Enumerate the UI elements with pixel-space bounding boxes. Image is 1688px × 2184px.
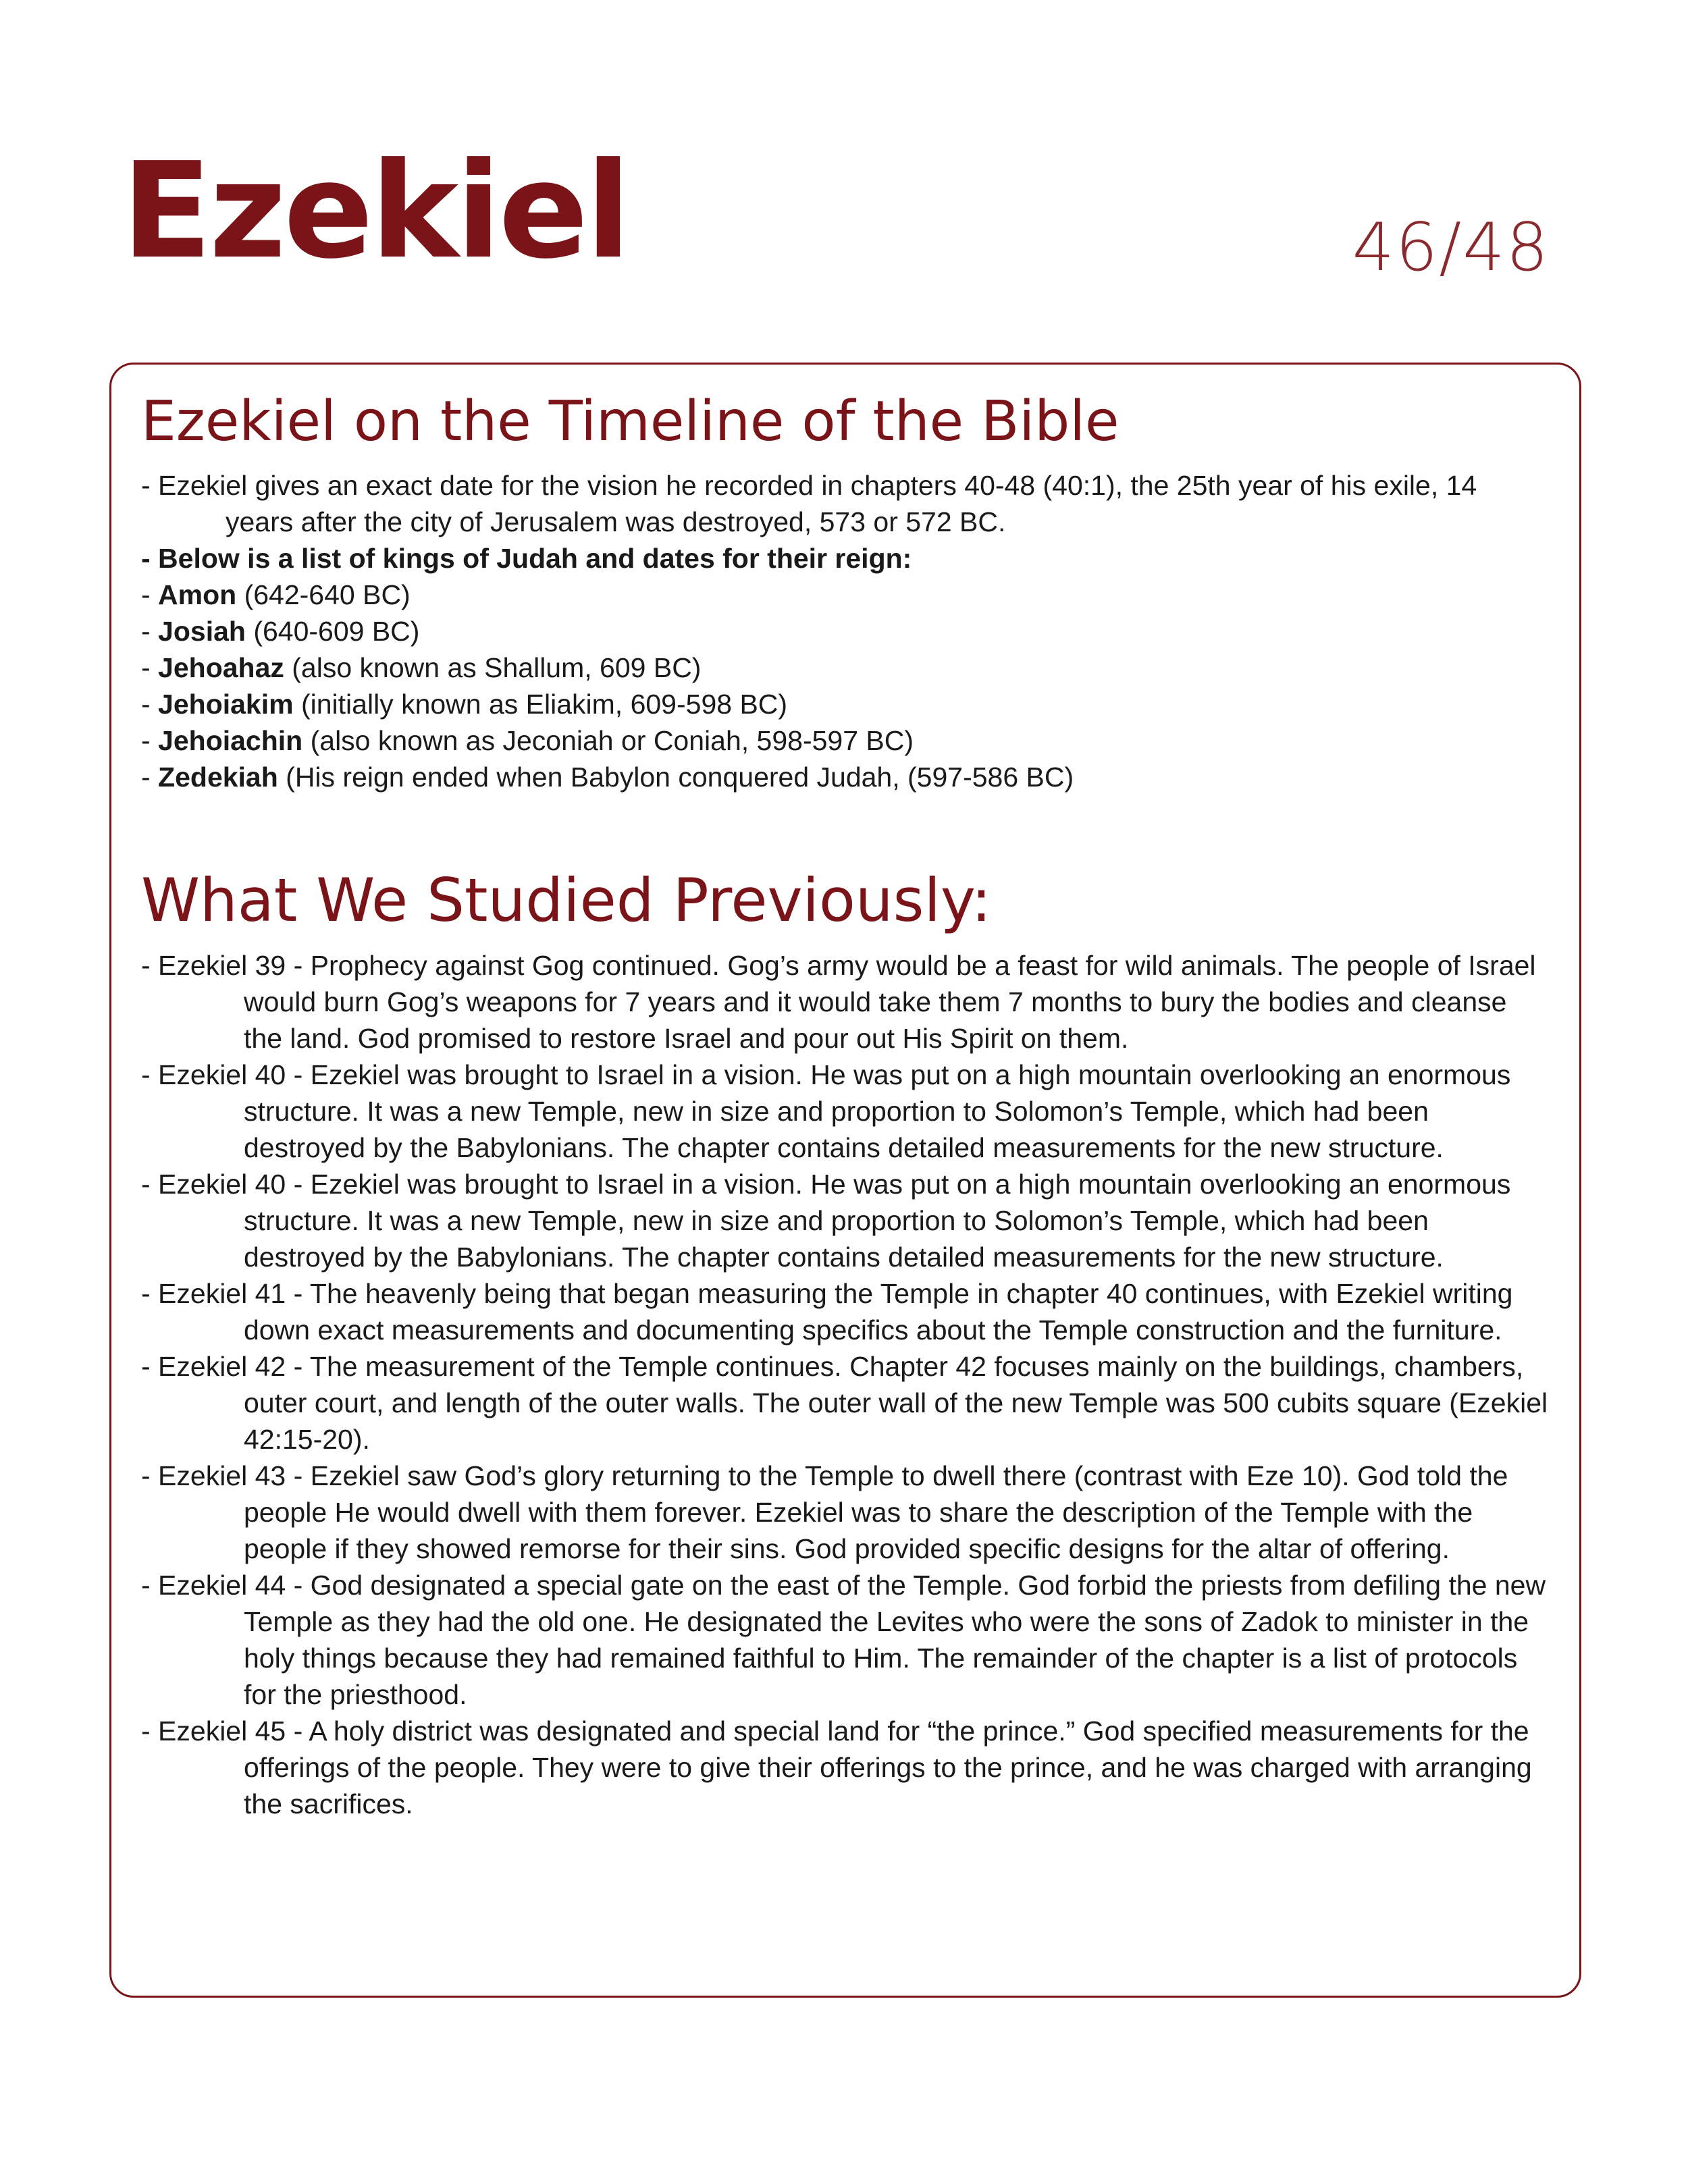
king-detail: (His reign ended when Babylon conquered Judah, (597-586 BC) [278,762,1074,793]
list-item: - Ezekiel 40 - Ezekiel was brought to Israel in a vision. He was put on a high mountain overlooking an enormous structure. It was a new Temple, new in size and proportion to Solomon’s Temple, which had been destroyed by the Babylonians. The chapter contains detailed measurements for the new structure. [141,1168,1511,1273]
king-detail: (also known as Shallum, 609 BC) [284,652,702,684]
page-title: Ezekiel [122,134,629,288]
previous-list [141,947,1551,1822]
king-name: Amon [158,579,237,611]
king-item [141,759,1551,795]
list-item: - Ezekiel 43 - Ezekiel saw God’s glory returning to the Temple to dwell there (contrast with Eze 10). God told the people He would dwell with them forever. Ezekiel was to share the description of the Temple with the people if they showed remorse for their sins. God provided specific designs for the altar of offering. [141,1460,1508,1564]
previous-heading: What We Studied Previously: [141,865,992,936]
list-item: - Ezekiel 44 - God designated a special gate on the east of the Temple. God forbid the priests from defiling the new Temple as they had the old one. He designated the Levites who were the sons of Zadok to minister in the holy things because they had remained faithful to Him. The remainder of the chapter is a list of protocols for the priesthood. [141,1569,1546,1710]
king-detail: (also known as Jeconiah or Coniah, 598-597 BC) [302,725,914,757]
timeline-note: - Ezekiel gives an exact date for the vision he recorded in chapters 40-48 (40:1), the 25th year of his exile, 14 years after the city of Jerusalem was destroyed, 573 or 572 BC. [141,470,1477,538]
list-item: - Ezekiel 40 - Ezekiel was brought to Israel in a vision. He was put on a high mountain overlooking an enormous structure. It was a new Temple, new in size and proportion to Solomon’s Temple, which had been destroyed by the Babylonians. The chapter contains detailed measurements for the new structure. [141,1059,1511,1163]
king-name: Jehoiachin [158,725,303,757]
king-prefix: - [141,689,159,720]
king-item [141,649,1551,686]
list-item: - Ezekiel 42 - The measurement of the Temple continues. Chapter 42 focuses mainly on the buildings, chambers, outer court, and length of the outer walls. The outer wall of the new Temple was 500 cubits square (Ezekiel 42:15-20). [141,1350,1548,1455]
king-name: Jehoiakim [158,689,294,720]
list-item: - Ezekiel 39 - Prophecy against Gog continued. Gog’s army would be a feast for wild animals. The people of Israel would burn Gog’s weapons for 7 years and it would take them 7 months to bury the bodies and cleanse the land. God promised to restore Israel and pour out His Spirit on them. [141,949,1536,1054]
kings-intro: - Below is a list of kings of Judah and dates for their reign: [141,543,912,575]
king-item [141,613,1551,649]
king-name: Josiah [158,616,246,647]
timeline-heading: Ezekiel on the Timeline of the Bible [141,390,1119,454]
king-item [141,686,1551,722]
king-item [141,577,1551,613]
king-prefix: - [141,762,159,793]
king-item [141,722,1551,759]
king-prefix: - [141,616,159,647]
king-prefix: - [141,725,159,757]
king-detail: (initially known as Eliakim, 609-598 BC) [293,689,788,720]
king-prefix: - [141,652,159,684]
list-item: - Ezekiel 45 - A holy district was designated and special land for “the prince.” God specified measurements for the offerings of the people. They were to give their offerings to the prince, and he was charged with arranging the sacrifices. [141,1715,1532,1819]
king-detail: (640-609 BC) [245,616,420,647]
king-detail: (642-640 BC) [236,579,411,611]
list-item: - Ezekiel 41 - The heavenly being that began measuring the Temple in chapter 40 continues, with Ezekiel writing down exact measurements and documenting specifics about the Temple construction and the furniture. [141,1277,1513,1346]
timeline-list [141,467,1551,577]
kings-list [141,577,1551,795]
content-card [109,363,1581,1998]
king-prefix: - [141,579,159,611]
page-number: 46/48 [1352,209,1550,286]
king-name: Jehoahaz [158,652,284,684]
king-name: Zedekiah [158,762,278,793]
